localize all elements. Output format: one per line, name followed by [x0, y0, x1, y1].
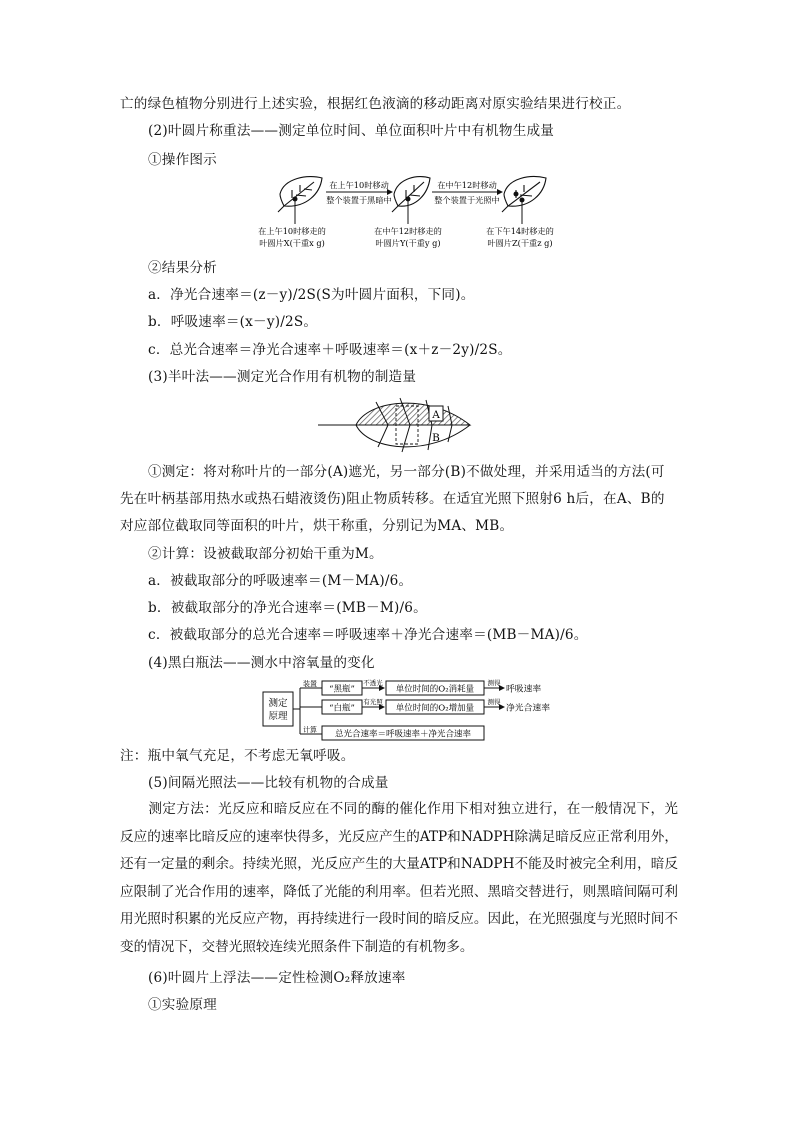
text-line: 亡的绿色植物分别进行上述实验，根据红色液滴的移动距离对原实验结果进行校正。	[120, 96, 631, 112]
formula-total-photosynthesis: c．总光合速率＝净光合速率＋呼吸速率＝(x＋z－2y)/2S。	[148, 342, 512, 358]
measure-line-3: 对应部位截取同等面积的叶片，烘干称重，分别记为MA、MB。	[120, 518, 514, 534]
calc-total-photosynthesis: c．被截取部分的总光合速率＝呼吸速率＋净光合速率＝(MB－MA)/6。	[148, 627, 588, 643]
net-rate-label: 净光合速率	[506, 703, 550, 714]
o2-consume-label: 单位时间的O₂消耗量	[395, 684, 475, 695]
caption-x-line2: 叶圆片X(干重x g)	[259, 238, 325, 248]
principle-label-1: 测定	[268, 698, 288, 709]
leaf-disc-diagram	[258, 172, 560, 254]
caption-z-line1: 在下午14时移走的	[486, 226, 554, 236]
total-rate-label: 总光合速率＝呼吸速率＋净光合速率	[334, 729, 472, 740]
section-heading-3: (3)半叶法——测定光合作用有机物的制造量	[148, 369, 417, 385]
half-leaf-diagram	[318, 392, 478, 458]
formula-net-photosynthesis: a．净光合速率＝(z－y)/2S(S为叶圆片面积，下同)。	[148, 287, 475, 303]
calc-heading: ②计算：设被截取部分初始干重为M。	[148, 546, 383, 562]
light-label: 有光照	[363, 698, 383, 706]
measure-line-2: 先在叶柄基部用热水或热石蜡液烫伤)阻止物质转移。在适宜光照下照射6 h后，在A、B的	[120, 491, 665, 507]
arrow2-top-label: 在中午12时移动	[437, 180, 497, 190]
measure1-label: 测得	[487, 679, 501, 687]
subheading-result: ②结果分析	[148, 260, 217, 276]
subheading-principle: ①实验原理	[148, 997, 217, 1013]
subheading-operation: ①操作图示	[148, 152, 217, 168]
white-bottle-label: “白瓶”	[329, 703, 355, 714]
label-a: A	[432, 409, 440, 421]
section-heading-4: (4)黑白瓶法——测水中溶氧量的变化	[148, 655, 375, 671]
arrow2-bottom-label: 整个装置于光照中	[434, 195, 500, 205]
zhuang-label: 装置	[303, 680, 317, 688]
caption-y-line2: 叶圆片Y(干重y g)	[375, 238, 441, 248]
section-heading-5: (5)间隔光照法——比较有机物的合成量	[148, 775, 389, 791]
o2-increase-label: 单位时间的O₂增加量	[395, 703, 475, 714]
leaf-3-icon	[502, 177, 546, 212]
measure-line-1: ①测定：将对称叶片的一部分(A)遮光，另一部分(B)不做处理，并采用适当的方法(可	[148, 464, 665, 480]
calc-net-photosynthesis: b．被截取部分的净光合速率＝(MB－M)/6。	[148, 600, 427, 616]
formula-respiration: b．呼吸速率＝(x－y)/2S。	[148, 314, 318, 330]
label-b: B	[432, 432, 440, 444]
note-line: 注：瓶中氧气充足，不考虑无氧呼吸。	[120, 748, 355, 764]
black-white-bottle-diagram	[262, 678, 562, 742]
section-heading-6: (6)叶圆片上浮法——定性检测O₂释放速率	[148, 970, 406, 986]
black-bottle-label: “黑瓶”	[329, 684, 355, 695]
measure2-label: 测得	[487, 698, 501, 706]
paragraph-interval-light: 测定方法：光反应和暗反应在不同的酶的催化作用下相对独立进行，在一般情况下，光反应的速率比暗反应的速率快得多，光反应产生的ATP和NADPH除满足暗反应正常利用外，还有一定量的剩余。持续光照，光反应产生的大量ATP和NADPH不能及时被完全利用，暗反应限制了光合作用的速率，降低了光能的利用率。但若光照、黑暗交替进行，则黑暗间隔可利用光照时积累的光反应产物，再持续进行一段时间的暗反应。因此，在光照强度与光照时间不变的情况下，交替光照较连续光照条件下制造的有机物多。	[120, 801, 678, 955]
caption-z-line2: 叶圆片Z(干重z g)	[487, 238, 553, 248]
calc-respiration: a．被截取部分的呼吸速率＝(M－MA)/6。	[148, 573, 413, 589]
ji-label: 计算	[303, 726, 317, 734]
arrow1-bottom-label: 整个装置于黑暗中	[326, 195, 392, 205]
no-light-label: 不透光	[363, 679, 383, 687]
respiration-rate-label: 呼吸速率	[506, 684, 542, 695]
principle-label-2: 原理	[268, 711, 288, 722]
arrow1-top-label: 在上午10时移动	[329, 180, 389, 190]
leaf-2-icon	[392, 177, 430, 212]
caption-x-line1: 在上午10时移走的	[258, 226, 326, 236]
section-heading-2: (2)叶圆片称重法——测定单位时间、单位面积叶片中有机物生成量	[148, 123, 555, 139]
leaf-1-icon	[278, 177, 322, 212]
caption-y-line1: 在中午12时移走的	[374, 226, 442, 236]
